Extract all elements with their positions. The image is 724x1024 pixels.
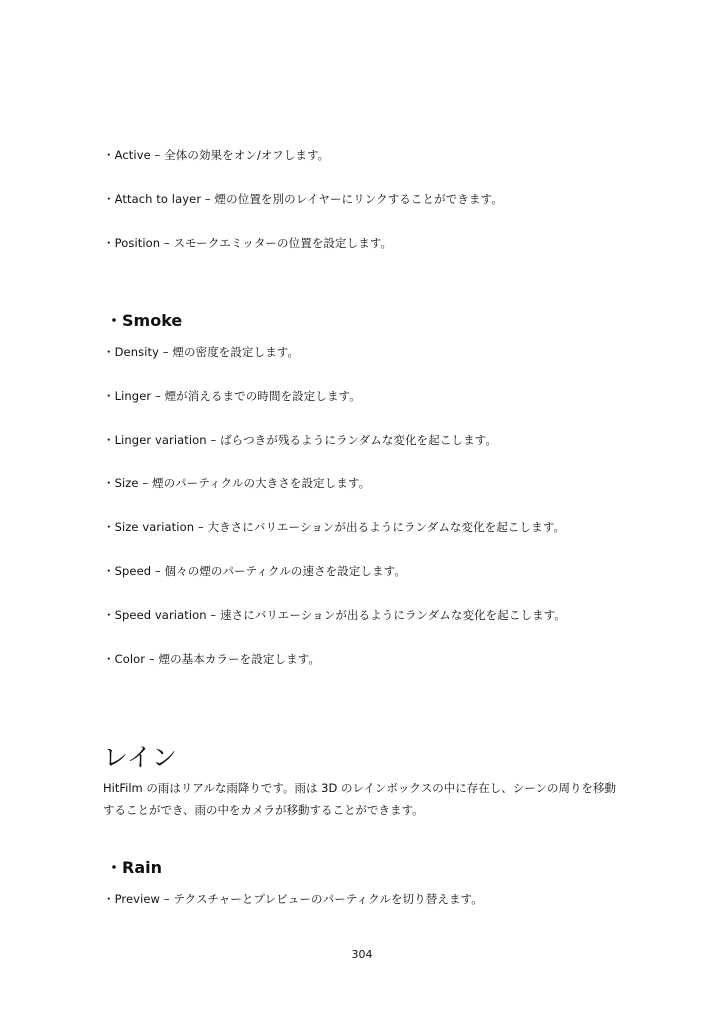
- param-speed: [103, 563, 406, 579]
- param-term: ・Speed variation: [103, 608, 207, 622]
- paragraph-line: HitFilm の雨はリアルな雨降りです。雨は 3D のレインボックスの中に存在し、シーンの周りを移動: [103, 781, 617, 795]
- param-linger-variation: [103, 432, 497, 448]
- param-position: [103, 235, 392, 251]
- param-desc: – 煙の密度を設定します。: [159, 345, 300, 359]
- param-size-variation: [103, 519, 565, 535]
- param-desc: – 全体の効果をオン/オフします。: [150, 148, 330, 162]
- param-term: ・Size variation: [103, 520, 195, 534]
- param-term: ・Linger variation: [103, 433, 207, 447]
- rain-heading: ・Rain: [106, 858, 162, 877]
- smoke-heading: ・Smoke: [106, 311, 183, 330]
- param-desc: – 煙が消えるまでの時間を設定します。: [151, 389, 361, 403]
- param-linger: [103, 388, 361, 404]
- param-term: ・Attach to layer: [103, 192, 202, 206]
- param-term: ・Density: [103, 345, 160, 359]
- param-term: ・Color: [103, 652, 146, 666]
- param-desc: – ばらつきが残るようにランダムな変化を起こします。: [206, 433, 497, 447]
- param-desc: – 速さにバリエーションが出るようにランダムな変化を起こします。: [206, 608, 566, 622]
- param-desc: – スモークエミッターの位置を設定します。: [160, 236, 393, 250]
- rain-description: [103, 777, 633, 821]
- param-speed-variation: [103, 607, 566, 623]
- section-title: レイン: [103, 743, 177, 772]
- param-desc: – 煙の位置を別のレイヤーにリンクすることができます。: [201, 192, 503, 206]
- param-desc: – 煙の基本カラーを設定します。: [145, 652, 320, 666]
- param-term: ・Size: [103, 476, 139, 490]
- page-number: 304: [351, 948, 373, 961]
- param-term: ・Preview: [103, 892, 161, 906]
- param-color: [103, 651, 320, 667]
- param-term: ・Linger: [103, 389, 152, 403]
- param-attach-to-layer: [103, 191, 503, 207]
- param-desc: – 大きさにバリエーションが出るようにランダムな変化を起こします。: [194, 520, 566, 534]
- param-term: ・Active: [103, 148, 151, 162]
- param-active: [103, 147, 329, 163]
- param-density: [103, 344, 299, 360]
- param-term: ・Position: [103, 236, 161, 250]
- param-desc: – 煙のパーティクルの大きさを設定します。: [138, 476, 371, 490]
- paragraph-line: することができ、雨の中をカメラが移動することができます。: [103, 803, 424, 817]
- param-preview: [103, 891, 483, 907]
- param-size: [103, 475, 370, 491]
- param-desc: – 個々の煙のパーティクルの速さを設定します。: [151, 564, 406, 578]
- param-desc: – テクスチャーとプレビューのパーティクルを切り替えます。: [160, 892, 483, 906]
- param-term: ・Speed: [103, 564, 152, 578]
